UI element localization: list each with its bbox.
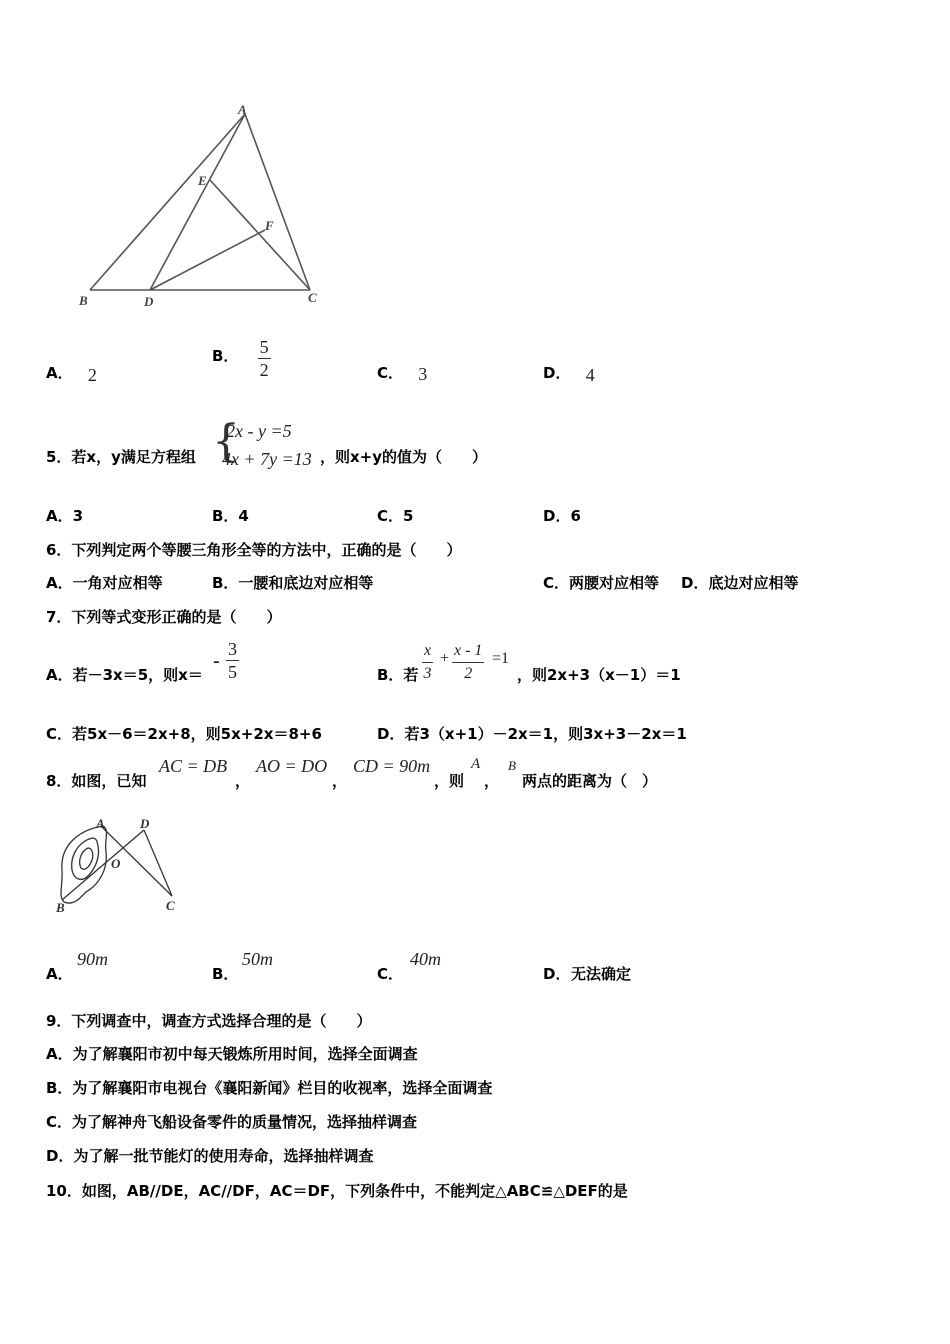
q8-condition-1: AC = DB bbox=[159, 756, 228, 776]
q7-option-b-prefix: B．若 bbox=[377, 666, 419, 684]
q8-comma-1: ， bbox=[235, 772, 251, 790]
q8-segment-DC bbox=[144, 830, 172, 896]
q8-label-O: O bbox=[111, 856, 121, 871]
q5-equation-1: 2x - y =5 bbox=[226, 421, 292, 441]
segment-AC bbox=[245, 114, 310, 290]
q7-option-b-f1-numerator: x bbox=[422, 640, 433, 663]
q4-option-c bbox=[377, 362, 427, 383]
q7-option-b-suffix: ，则2x+3（x－1）＝1 bbox=[517, 666, 681, 684]
q7-option-a-fraction bbox=[226, 638, 239, 683]
q5-equation-2: 4x + 7y =13 bbox=[222, 449, 312, 469]
q7-option-a-text: A．若－3x＝5，则x＝ bbox=[46, 666, 203, 684]
label-C: C bbox=[308, 290, 317, 305]
q4-option-a bbox=[46, 362, 97, 383]
q4-option-d-label: D． bbox=[543, 364, 571, 382]
q9-option-a: A．为了解襄阳市初中每天锻炼所用时间，选择全面调查 bbox=[46, 1045, 418, 1063]
q5-stem bbox=[46, 416, 196, 476]
q9-option-b: B．为了解襄阳市电视台《襄阳新闻》栏目的收视率，选择全面调查 bbox=[46, 1079, 493, 1097]
q7-option-d: D．若3（x+1）－2x＝1，则3x+3－2x＝1 bbox=[377, 725, 687, 743]
q4-option-b-denominator: 2 bbox=[259, 360, 269, 380]
q8-option-d-label: D． bbox=[543, 965, 571, 983]
q7-option-a-numerator: 3 bbox=[228, 639, 237, 659]
segment-DF bbox=[150, 230, 265, 290]
q6-option-c: C．两腰对应相等 bbox=[543, 574, 660, 592]
q7-option-b-f2-denominator: 2 bbox=[464, 665, 473, 682]
q9-stem: 9．下列调查中，调查方式选择合理的是（ ） bbox=[46, 1012, 372, 1030]
q9-option-c: C．为了解神舟飞船设备零件的质量情况，选择抽样调查 bbox=[46, 1113, 418, 1131]
q8-option-b-label: B． bbox=[212, 965, 239, 983]
q4-option-a-value: 2 bbox=[87, 365, 97, 385]
q4-option-b-numerator: 5 bbox=[259, 337, 269, 357]
label-F: F bbox=[265, 218, 274, 233]
q5-option-a: A．3 bbox=[46, 507, 84, 525]
q7-option-b-fraction-2 bbox=[452, 640, 484, 685]
q7-option-c: C．若5x－6＝2x+8，则5x+2x＝8+6 bbox=[46, 725, 322, 743]
label-B: B bbox=[79, 293, 88, 308]
q8-point-a: A bbox=[471, 756, 481, 772]
q5-option-b: B．4 bbox=[212, 507, 249, 525]
q8-option-a-value: 90m bbox=[77, 949, 108, 969]
q8-stem-suffix: 两点的距离为（ ） bbox=[522, 772, 658, 790]
q8-option-a-label: A． bbox=[46, 965, 73, 983]
segment-EC bbox=[210, 180, 310, 290]
q5-option-d: D．6 bbox=[543, 507, 581, 525]
q4-option-d-value: 4 bbox=[585, 365, 595, 385]
q8-comma-2: ， bbox=[332, 772, 348, 790]
pond-outline-inner bbox=[80, 848, 93, 869]
label-E: E bbox=[198, 173, 207, 188]
pond-outline-middle bbox=[72, 838, 99, 879]
q4-option-a-label: A． bbox=[46, 364, 73, 382]
q8-option-c-label: C． bbox=[377, 965, 404, 983]
label-D: D bbox=[144, 294, 154, 309]
q6-stem: 6．下列判定两个等腰三角形全等的方法中，正确的是（ ） bbox=[46, 541, 462, 559]
q8-label-A: A bbox=[96, 816, 105, 831]
q8-segment-DB bbox=[62, 830, 144, 900]
q8-option-c-value: 40m bbox=[410, 949, 441, 969]
q9-option-d: D．为了解一批节能灯的使用寿命，选择抽样调查 bbox=[46, 1147, 374, 1165]
q7-option-a-minus: - bbox=[213, 650, 220, 672]
q6-option-a: A．一角对应相等 bbox=[46, 574, 163, 592]
q10-stem: 10．如图，AB//DE，AC//DF，AC＝DF，下列条件中，不能判定△ABC≌△DEF的是 bbox=[46, 1182, 628, 1200]
q5-stem-suffix: ，则x+y的值为（ ） bbox=[320, 448, 488, 466]
q6-option-b: B．一腰和底边对应相等 bbox=[212, 574, 374, 592]
q5-system-brace: { bbox=[212, 416, 240, 467]
q7-stem: 7．下列等式变形正确的是（ ） bbox=[46, 608, 282, 626]
q7-option-b-fraction-1 bbox=[422, 640, 433, 685]
q7-option-a-denominator: 5 bbox=[228, 662, 237, 682]
q8-option-d-value: 无法确定 bbox=[571, 965, 632, 983]
q4-option-b-fraction bbox=[258, 336, 271, 381]
q4-option-b bbox=[212, 336, 271, 381]
q8-condition-3: CD = 90m bbox=[353, 756, 431, 776]
q8-label-C: C bbox=[166, 898, 175, 913]
q5-option-c: C．5 bbox=[377, 507, 414, 525]
q7-option-b-rhs: =1 bbox=[492, 650, 510, 667]
q7-option-b-plus: + bbox=[440, 650, 450, 667]
q7-option-b-f2-numerator: x - 1 bbox=[452, 640, 484, 663]
pond-outline-outer bbox=[61, 826, 107, 903]
segment-AB bbox=[90, 114, 245, 290]
q8-stem-prefix: 8．如图，已知 bbox=[46, 772, 147, 790]
q8-option-b-value: 50m bbox=[242, 949, 273, 969]
q4-option-c-value: 3 bbox=[418, 364, 428, 384]
q8-pond-figure bbox=[48, 812, 188, 918]
q8-label-D: D bbox=[140, 816, 150, 831]
q7-option-b-f1-denominator: 3 bbox=[423, 665, 432, 682]
label-A: A bbox=[238, 102, 247, 117]
q4-option-c-label: C． bbox=[377, 364, 404, 382]
q8-stem-mid: ，则 bbox=[434, 772, 465, 790]
q8-comma-3: ， bbox=[484, 772, 500, 790]
q8-point-b: B bbox=[508, 758, 516, 773]
q8-condition-2: AO = DO bbox=[256, 756, 328, 776]
q4-triangle-figure bbox=[70, 100, 340, 315]
q5-stem-prefix: 5．若x，y满足方程组 bbox=[46, 448, 196, 466]
q7-option-a bbox=[46, 664, 203, 685]
q4-option-d bbox=[543, 362, 595, 383]
q6-option-d: D．底边对应相等 bbox=[681, 574, 799, 592]
q4-option-b-label: B． bbox=[212, 347, 239, 365]
q8-label-B: B bbox=[56, 900, 65, 915]
